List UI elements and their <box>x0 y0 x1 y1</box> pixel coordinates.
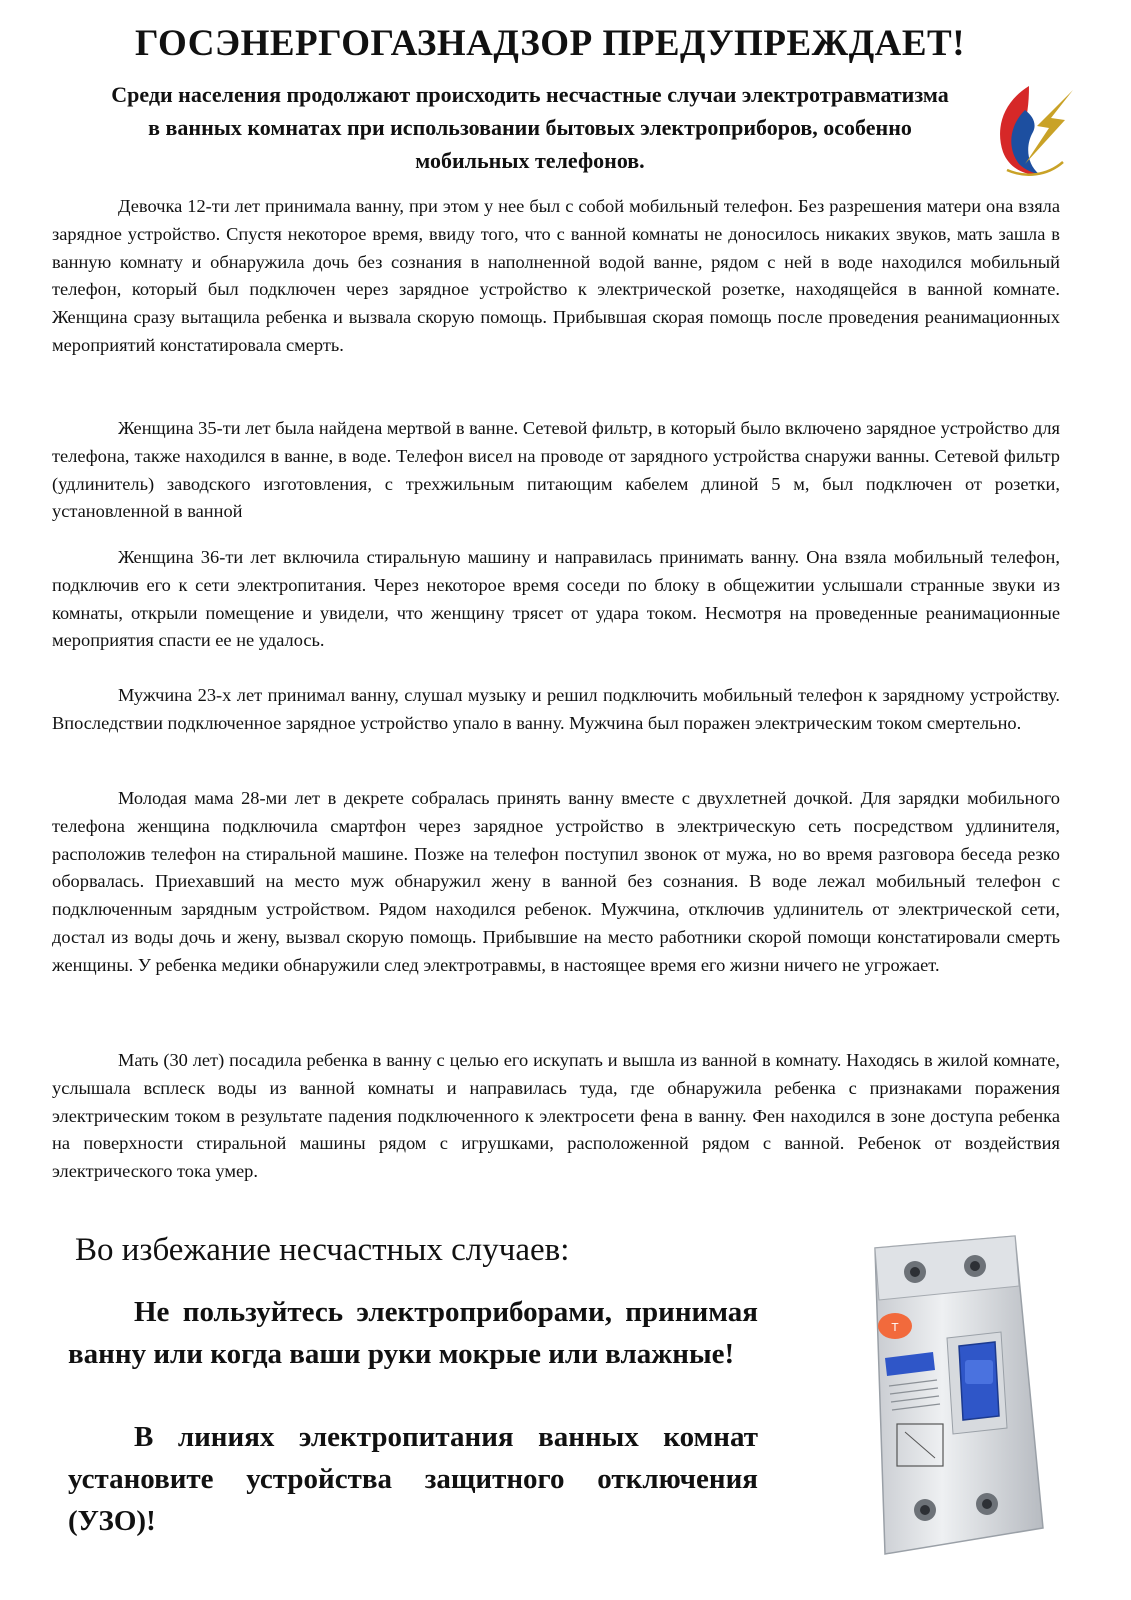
prevention-heading: Во избежание несчастных случаев: <box>75 1232 570 1268</box>
story-paragraph: Мать (30 лет) посадила ребенка в ванну с целью его искупать и вышла из ванной в комнату. Находясь в жилой комнате, услышала всплеск воды из ванной комнаты и направилась туда, где обнаружила ребенка с признаками поражения электрическим током в результате падения подключенного к электросети фена в ванну. Фен находился в зоне доступа ребенка на поверхности стиральной машины рядом с игрушками, расположенной рядом с ванной. Ребенок от воздействия электрического тока умер. <box>52 1050 1060 1182</box>
rcd-device-photo <box>815 1228 1055 1558</box>
page-title: ГОСЭНЕРГОГАЗНАДЗОР ПРЕДУПРЕЖДАЕТ! <box>134 23 966 64</box>
page-subtitle: Среди населения продолжают происходить несчастные случаи электротравматизма в ванных комнатах при использовании бытовых электроприборов, особенно мобильных телефонов. <box>111 82 949 173</box>
advice-text: Не пользуйтесь электроприборами, принимая ванну или когда ваши руки мокрые или влажные! <box>68 1296 758 1370</box>
story-paragraph: Женщина 36-ти лет включила стиральную машину и направилась принимать ванну. Она взяла мобильный телефон, подключив его к сети электропитания. Через некоторое время соседи по блоку в общежитии услышали странные звуки из комнаты, открыли помещение и увидели, что женщину трясет от удара током. Несмотря на проведенные реанимационные мероприятия спасти ее не удалось. <box>52 547 1060 651</box>
story-paragraph: Молодая мама 28-ми лет в декрете собралась принять ванну вместе с двухлетней дочкой. Для зарядки мобильного телефона женщина подключила смартфон через зарядное устройство в электрическую сеть посредством удлинителя, расположив телефон на стиральной машине. Позже на телефон поступил звонок от мужа, но во время разговора беседа резко оборвалась. Приехавший на место муж обнаружил жену в ванной без сознания. В воде лежал мобильный телефон с подключенным зарядным устройством. Рядом находился ребенок. Мужчина, отключив удлинитель от электрической сети, достал из воды дочь и жену, вызвал скорую помощь. Прибывшие на место работники скорой помощи констатировали смерть женщины. У ребенка медики обнаружили след электротравмы, в настоящее время его жизни ничего не угрожает. <box>52 788 1060 975</box>
story-paragraph: Девочка 12-ти лет принимала ванну, при этом у нее был с собой мобильный телефон. Без разрешения матери она взяла зарядное устройство. Спустя некоторое время, ввиду того, что с ванной комнаты не доносилось никаких звуков, мать зашла в ванную комнату и обнаружила дочь без сознания в наполненной водой ванне, рядом с ней в воде находился мобильный телефон, который был подключен через зарядное устройство к электрической розетке, находящейся в ванной комнате. Женщина сразу вытащила ребенка и вызвала скорую помощь. Прибывшая скорая помощь после проведения реанимационных мероприятий констатировала смерть. <box>52 196 1060 355</box>
story-paragraph: Женщина 35-ти лет была найдена мертвой в ванне. Сетевой фильтр, в который было включено зарядное устройство для телефона, также находился в ванне, в воде. Телефон висел на проводе от зарядного устройства снаружи ванны. Сетевой фильтр (удлинитель) заводского изготовления, с трехжильным питающим кабелем длиной 5 м, был подключен от розетки, установленной в ванной <box>52 418 1060 522</box>
flame-lightning-logo <box>985 80 1075 180</box>
story-paragraph: Мужчина 23-х лет принимал ванну, слушал музыку и решил подключить мобильный телефон к зарядному устройству. Впоследствии подключенное зарядное устройство упало в ванну. Мужчина был поражен электрическим током смертельно. <box>52 685 1060 733</box>
advice-text: В линиях электропитания ванных комнат установите устройства защитного отключения (УЗО)! <box>68 1421 758 1537</box>
svg-text:T: T <box>891 1321 899 1334</box>
